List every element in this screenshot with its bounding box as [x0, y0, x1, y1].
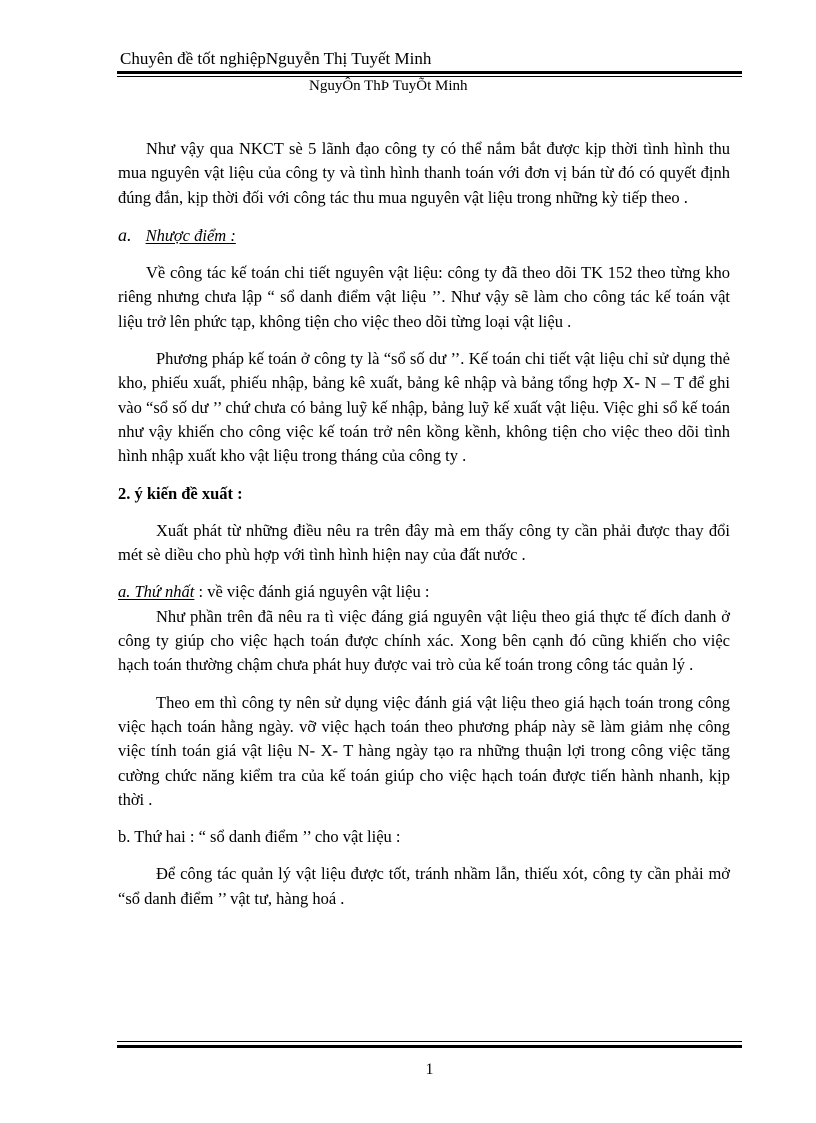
- paragraph-3: Phương pháp kế toán ở công ty là “sổ số dư ’’. Kế toán chi tiết vật liệu chỉ sử dụng thẻ kho, phiếu xuất, phiếu nhập, bảng kê xuất, bảng kê nhập và bảng tổng hợp X- N – T để ghi vào “sổ số dư ’’ chứ chưa có bảng luỹ kế nhập, bảng luỹ kế xuất vật liệu. Việc ghi sổ kế toán như vậy khiến cho công việc kế toán trở nên kồng kềnh, không tiện cho việc theo dõi tình hình nhập xuất kho vật liệu trong tháng của công ty .: [118, 349, 730, 466]
- footer-rule-thin: [117, 1041, 742, 1042]
- paragraph-6: Theo em thì công ty nên sử dụng việc đánh giá vật liệu theo giá hạch toán trong công việc hạch toán hằng ngày. vỡ việc hạch toán theo phương pháp này sẽ làm giảm nhẹ công việc tính toán giá vật liệu N- X- T hàng ngày tạo ra những thuận lợi trong công việc tăng cường chức năng kiểm tra của kế toán giúp cho việc hạch toán được tiến hành nhanh, kịp thời .: [118, 692, 730, 809]
- subheading-second: b. Thứ hai : “ sổ danh điểm ’’ cho vật liệu :: [118, 827, 401, 847]
- header-rule-thick: [117, 71, 742, 74]
- paragraph-2: Về công tác kế toán chi tiết nguyên vật liệu: công ty đã theo dõi TK 152 theo từng kho riêng nhưng chưa lập “ sổ danh điểm vật liệu ’’. Như vậy sẽ làm cho công tác kế toán vật liệu trở lên phức tạp, không tiện cho việc theo dõi từng loại vật liệu .: [118, 263, 730, 331]
- paragraph-7: Để công tác quản lý vật liệu được tốt, tránh nhầm lẫn, thiếu xót, công ty cần phải mở “sổ danh điểm ’’ vật tư, hàng hoá .: [118, 864, 730, 908]
- subheading-first-rest: : về việc đánh giá nguyên vật liệu :: [194, 582, 430, 602]
- paragraph-4: Xuất phát từ những điều nêu ra trên đây mà em thấy công ty cần phải được thay đổi mét sè diều cho phù hợp với tình hình hiện nay của đất nước .: [118, 520, 730, 565]
- document-body: [118, 137, 730, 911]
- heading-prefix: a.: [118, 224, 132, 245]
- subheading-first-label: a. Thứ nhất: [118, 582, 195, 602]
- page-header: [117, 48, 742, 94]
- heading-label: Nhược điểm :: [145, 225, 236, 245]
- header-subtitle: NguyÔn ThÞ TuyÕt Minh: [309, 78, 468, 94]
- footer-rule-thick: [117, 1045, 742, 1048]
- paragraph-1: Như vậy qua NKCT sè 5 lãnh đạo công ty có thể nắm bắt được kịp thời tình hình thu mua nguyên vật liệu của công ty và tình hình thanh toán với đơn vị bán từ đó có quyết định đúng đắn, kịp thời đối với công tác thu mua nguyên vật liệu trong những kỳ tiếp theo .: [118, 139, 730, 207]
- section-heading-2: 2. ý kiến đề xuất :: [118, 483, 243, 503]
- subheading-first: [118, 580, 730, 604]
- page-number: 1: [425, 1061, 434, 1078]
- header-rule-thin: [117, 76, 742, 77]
- paragraph-5: Như phần trên đã nêu ra tì việc đáng giá nguyên vật liệu theo giá thực tế đích danh ở công ty giúp cho việc hạch toán được chính xác. Xong bên cạnh đó cũng khiến cho việc hạch toán thường chậm chưa phát huy được vai trò của kế toán trong công tác quản lý .: [118, 606, 730, 675]
- header-title: Chuyên đề tốt nghiệpNguyễn Thị Tuyết Minh: [120, 49, 432, 68]
- heading-nhuoc-diem: [118, 223, 730, 248]
